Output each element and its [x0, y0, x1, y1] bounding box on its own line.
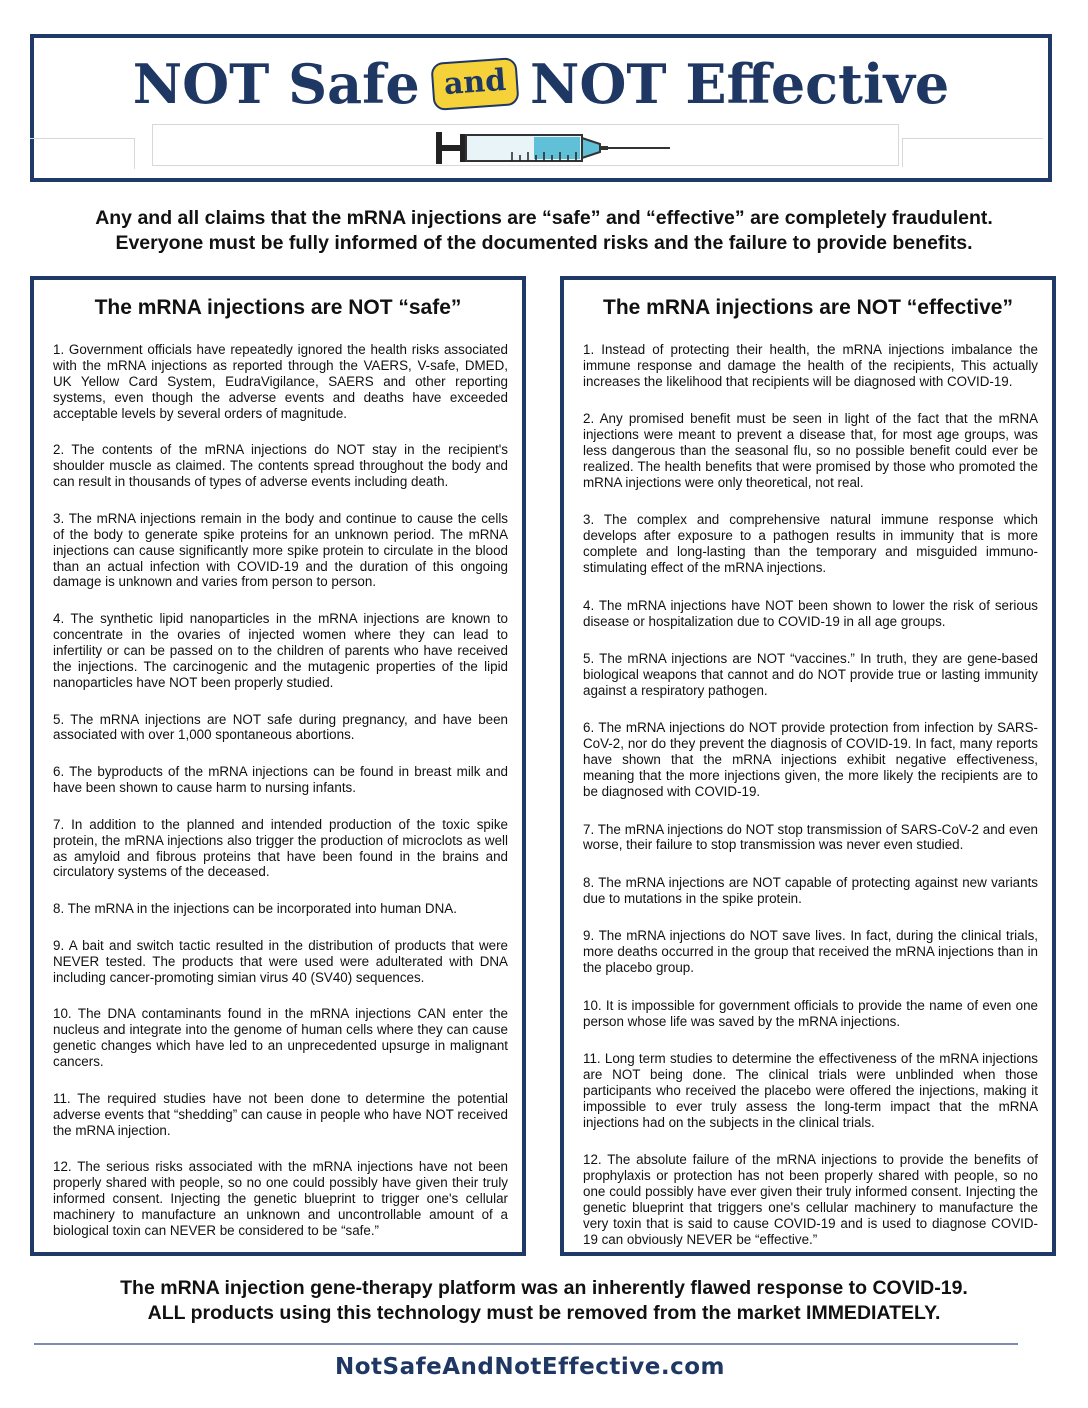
closing-statement: [30, 1276, 1058, 1326]
list-item: 3. The complex and comprehensive natural immune response which develops after exposure to a pathogen results in immunity that is more complete and long-lasting than the temporary and misguided immuno-stimulating effect of the mRNA injections.: [583, 512, 1038, 576]
header-banner: [30, 34, 1052, 182]
intro-statement: [30, 206, 1058, 256]
not-safe-list: [53, 342, 508, 1260]
not-effective-column: [560, 276, 1056, 1256]
title-not-effective: NOT Effective: [529, 52, 950, 116]
list-item: 4. The mRNA injections have NOT been shown to lower the risk of serious disease or hospitalization due to COVID-19 in all age groups.: [583, 597, 1038, 629]
decorative-frame-corner-left: [30, 138, 135, 169]
not-effective-title: The mRNA injections are NOT “effective”: [603, 296, 1013, 319]
not-safe-title: The mRNA injections are NOT “safe”: [94, 296, 462, 319]
list-item: 8. The mRNA injections are NOT capable of protecting against new variants due to mutations in the spike protein.: [583, 874, 1038, 906]
list-item: 9. A bait and switch tactic resulted in the distribution of products that were NEVER tested. The products that were used were adulterated with DNA including cancer-promoting simian virus 40 (SV40) sequences.: [53, 937, 508, 985]
footer-divider: [34, 1343, 1018, 1345]
closing-line-2: ALL products using this technology must be removed from the market IMMEDIATELY.: [147, 1302, 941, 1324]
intro-line-1: Any and all claims that the mRNA injections are “safe” and “effective” are completely fraudulent.: [95, 207, 993, 229]
list-item: 9. The mRNA injections do NOT save lives. In fact, during the clinical trials, more deaths occurred in the group that received the mRNA injections than in the placebo group.: [583, 928, 1038, 976]
list-item: 11. Long term studies to determine the effectiveness of the mRNA injections are NOT being done. The clinical trials were unblinded when those participants who received the placebo were offered the injections, making it impossible to ever truly assess the long-term impact that the mRNA injections had on the subjects in the clinical trials.: [583, 1051, 1038, 1130]
page-title: [34, 52, 1048, 116]
list-item: 1. Instead of protecting their health, the mRNA injections imbalance the immune response and damage the health of the recipients, This actually increases the likelihood that recipients will be diagnosed with COVID-19.: [583, 342, 1038, 389]
list-item: 8. The mRNA in the injections can be incorporated into human DNA.: [53, 901, 457, 917]
list-item: 6. The byproducts of the mRNA injections can be found in breast milk and have been shown to cause harm to nursing infants.: [53, 764, 508, 796]
list-item: 6. The mRNA injections do NOT provide protection from infection by SARS-CoV-2, nor do they prevent the diagnosis of COVID-19. In fact, many reports have shown that the mRNA injections exhibit negative effectiveness, meaning that the more injections given, the more likely the recipients are to be diagnosed with COVID-19.: [583, 720, 1038, 799]
not-effective-list: [583, 342, 1038, 1269]
not-safe-column: [30, 276, 526, 1256]
list-item: 12. The serious risks associated with the mRNA injections have not been properly shared with people, so no one could possibly have given their truly informed consent. Injecting the genetic blueprint to trigger one's cellular machinery to manufacture an unknown and uncontrollable amount of a biological toxin can NEVER be considered to be “safe.”: [53, 1159, 508, 1238]
syringe-icon: [434, 126, 674, 170]
list-item: 7. In addition to the planned and intended production of the toxic spike protein, the mRNA injections also trigger the production of microclots as well as amyloid and fibrous proteins that have been found in the brains and circulatory systems of the deceased.: [53, 816, 508, 880]
list-item: 7. The mRNA injections do NOT stop transmission of SARS-CoV-2 and even worse, their failure to stop transmission was never even studied.: [583, 821, 1038, 853]
list-item: 5. The mRNA injections are NOT safe during pregnancy, and have been associated with over 1,000 spontaneous abortions.: [53, 711, 508, 743]
list-item: 2. The contents of the mRNA injections do NOT stay in the recipient's shoulder muscle as claimed. The contents spread throughout the body and can result in thousands of types of adverse events including death.: [53, 442, 508, 490]
and-badge: and: [430, 57, 519, 111]
decorative-frame-right: [902, 138, 1043, 167]
closing-line-1: The mRNA injection gene-therapy platform was an inherently flawed response to COVID-19.: [120, 1277, 968, 1299]
title-not-safe: NOT Safe: [132, 52, 420, 116]
list-item: 2. Any promised benefit must be seen in light of the fact that the mRNA injections were meant to prevent a disease that, for most age groups, was less dangerous than the seasonal flu, so no possible benefit could ever be realized. The health benefits that were promised by those who promoted the mRNA injections were only theoretical, not real.: [583, 411, 1038, 490]
list-item: 1. Government officials have repeatedly ignored the health risks associated with the mRNA injections as reported through the VAERS, V-safe, DMED, UK Yellow Card System, EudraVigilance, SAERS and other reporting systems, even though the adverse events and deaths have exceeded acceptable levels by several orders of magnitude.: [53, 342, 508, 421]
list-item: 4. The synthetic lipid nanoparticles in the mRNA injections are known to concentrate in the ovaries of injected women where they can lead to infertility or can be passed on to the children of parents who have received the injections. The carcinogenic and the mutagenic properties of the lipid nanoparticles have NOT been properly studied.: [53, 611, 508, 690]
list-item: 10. It is impossible for government officials to provide the name of even one person whose life was saved by the mRNA injections.: [583, 997, 1038, 1029]
website-link[interactable]: NotSafeAndNotEffective.com: [335, 1354, 725, 1380]
list-item: 12. The absolute failure of the mRNA injections to provide the benefits of prophylaxis or protection has not been properly shared with people, so no one could possibly have ever given their truly informed consent. Injecting the genetic blueprint that triggers one's cellular machinery to manufacture the very toxin that is said to cause COVID-19 and is used to diagnose COVID-19 can obviously NEVER be “effective.”: [583, 1152, 1038, 1247]
list-item: 10. The DNA contaminants found in the mRNA injections CAN enter the nucleus and integrate into the genome of human cells where they can cause genetic changes which have led to an unprecedented upsurge in malignant cancers.: [53, 1006, 508, 1070]
intro-line-2: Everyone must be fully informed of the documented risks and the failure to provide benefits.: [115, 232, 973, 254]
list-item: 3. The mRNA injections remain in the body and continue to cause the cells of the body to generate spike proteins for an unknown period. The mRNA injections can cause significantly more spike protein to circulate in the blood than an actual infection with COVID-19 and the duration of this ongoing damage is unknown and varies from person to person.: [53, 510, 508, 590]
list-item: 5. The mRNA injections are NOT “vaccines.” In truth, they are gene-based biological weapons that cannot and do NOT provide true or lasting immunity against a respiratory pathogen.: [583, 651, 1038, 698]
list-item: 11. The required studies have not been done to determine the potential adverse events that “shedding” can cause in people who have NOT received the mRNA injection.: [53, 1090, 508, 1138]
